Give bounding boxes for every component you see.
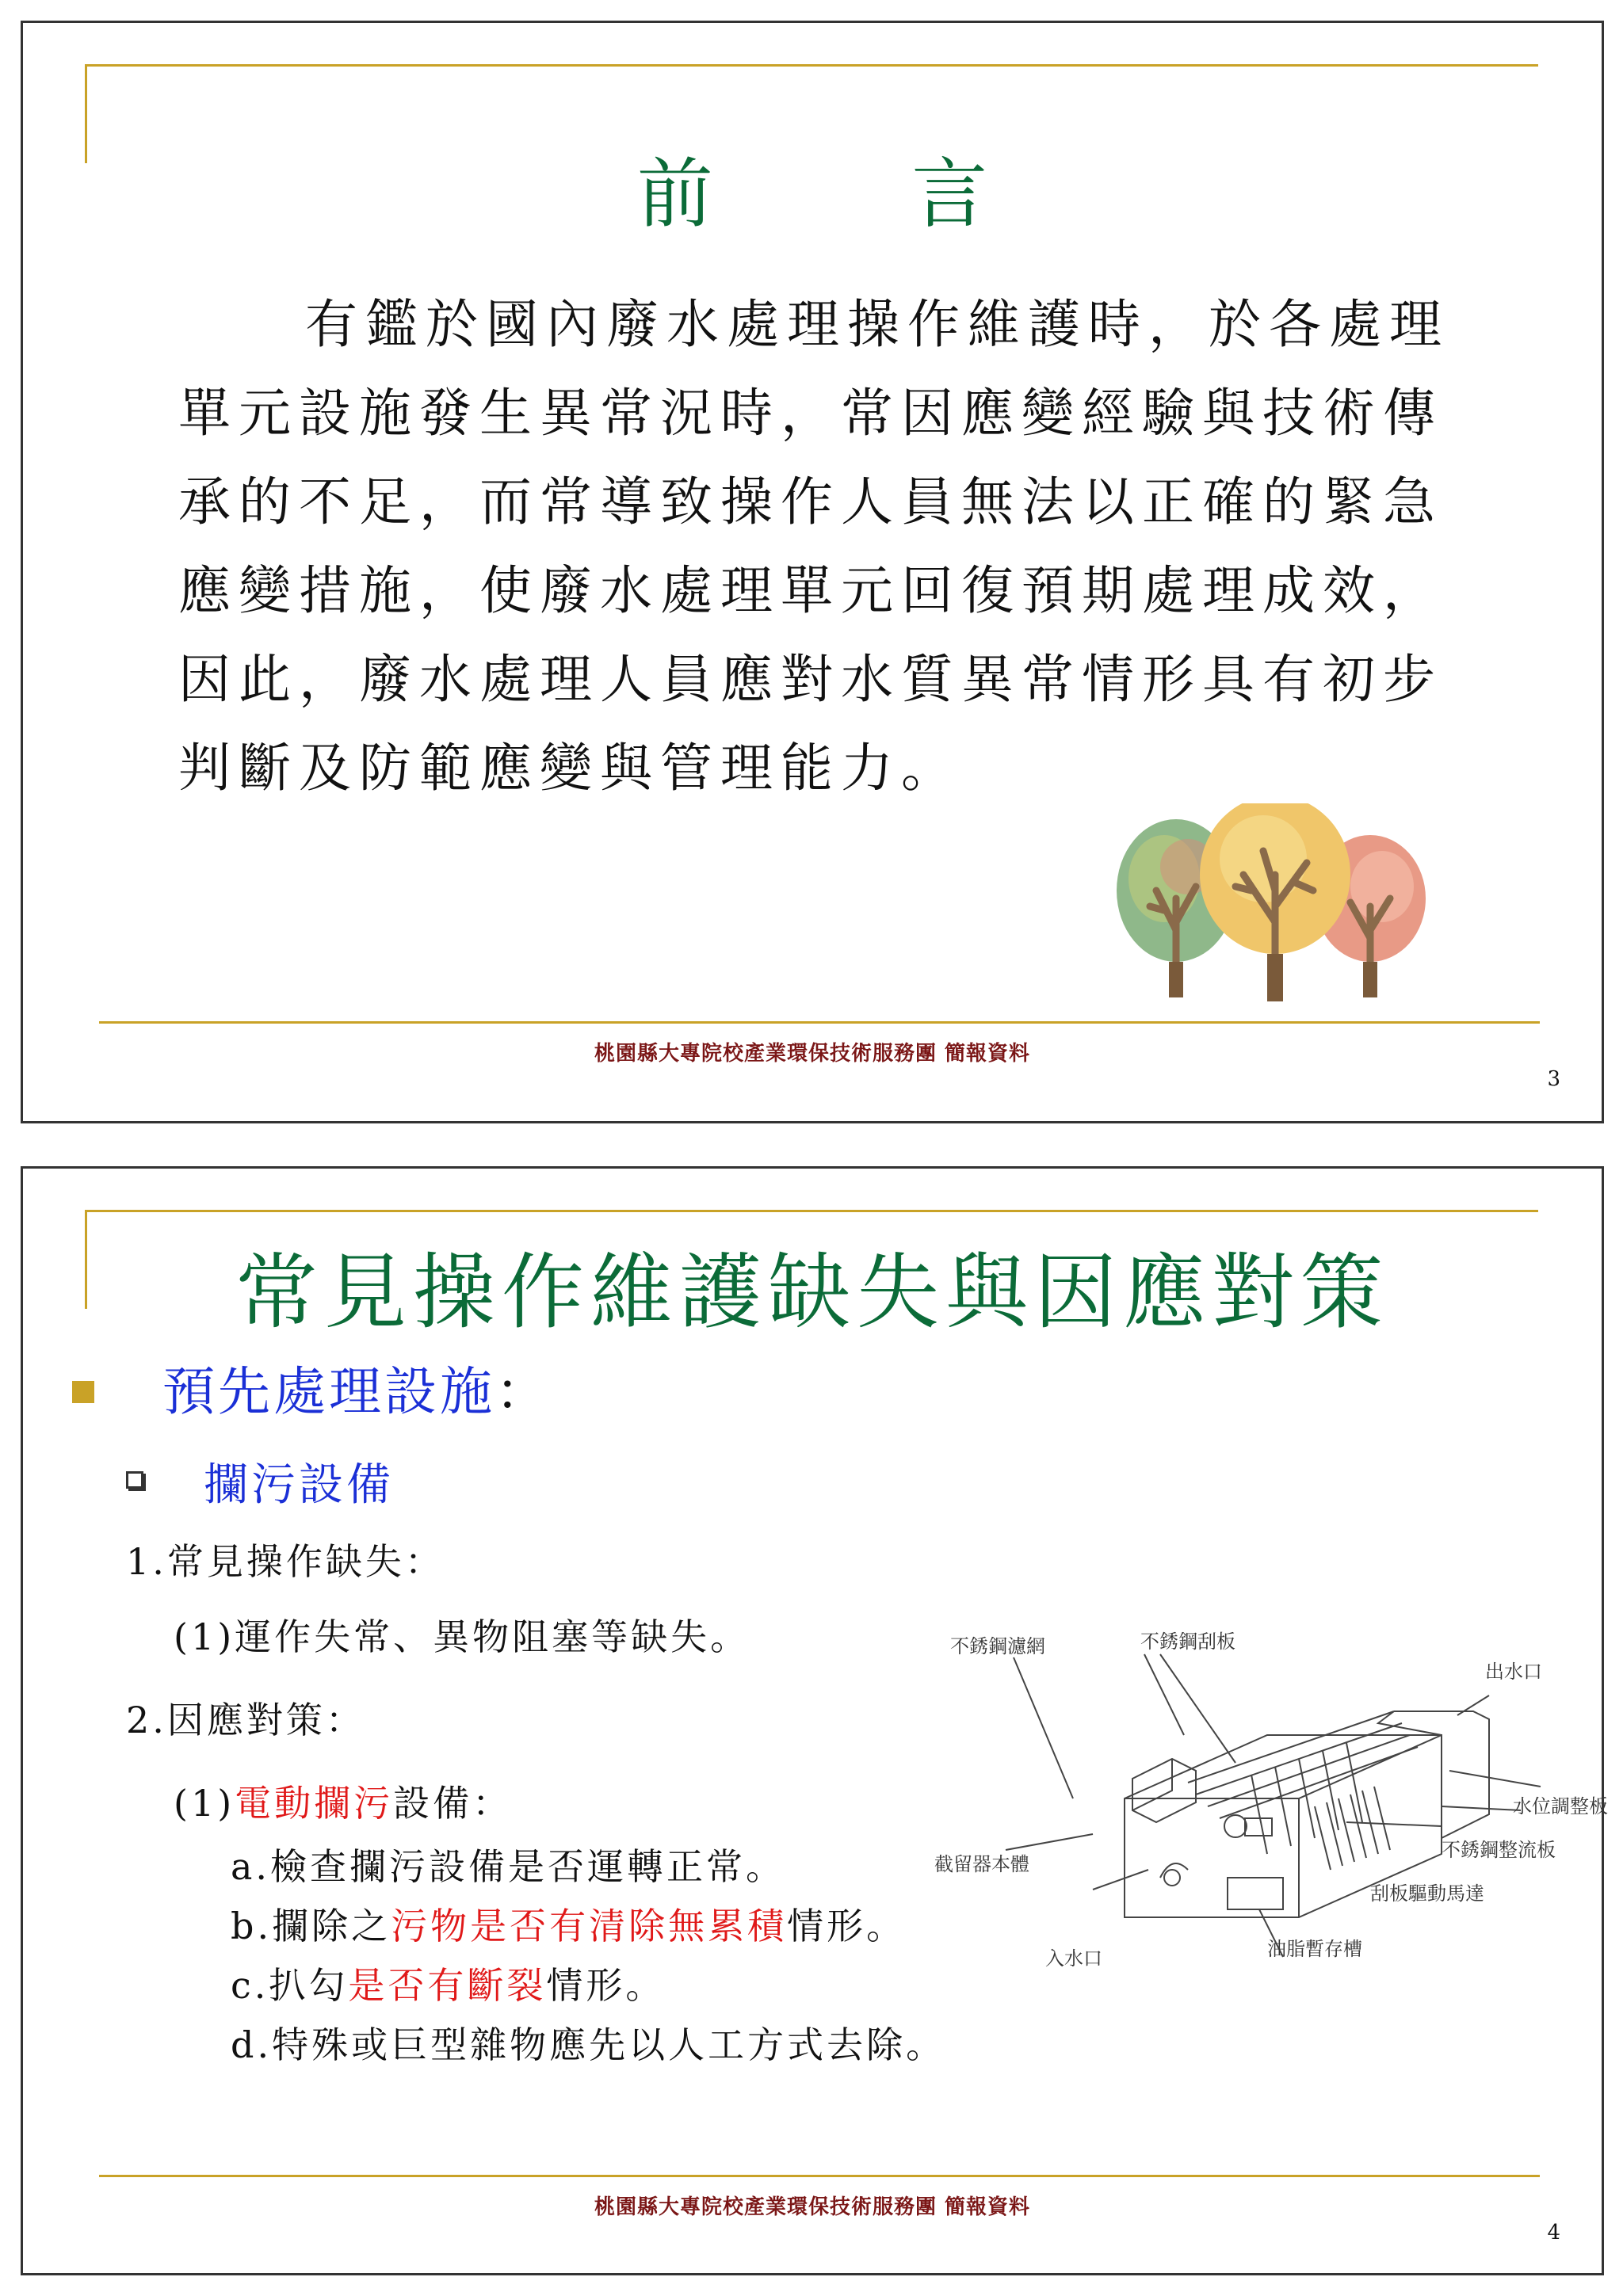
page-number: 3 <box>1547 1067 1560 1091</box>
intro-paragraph <box>178 280 1478 813</box>
diagram-label: 刮板驅動馬達 <box>1370 1882 1484 1905</box>
paragraph-line: 因此，廢水處理人員應對水質異常情形具有初步 <box>178 649 1443 710</box>
diagram-label: 水位調整板 <box>1513 1795 1608 1817</box>
footer-rule <box>99 1021 1540 1024</box>
paragraph-line: 承的不足，而常導致操作人員無法以正確的緊急 <box>178 471 1443 532</box>
diagram-label: 油脂暫存槽 <box>1267 1938 1362 1960</box>
section-heading-text: 預先處理設施 <box>162 1361 495 1422</box>
paragraph-line: 有鑑於國內廢水處理操作維護時，於各處理 <box>305 294 1449 355</box>
diagram-label: 不銹鋼整流板 <box>1442 1839 1556 1861</box>
heading-colon: ： <box>495 1361 551 1422</box>
title-rule <box>85 1210 1538 1212</box>
item-prefix: c.扒勾 <box>231 1964 349 2007</box>
page-number: 4 <box>1547 2221 1560 2245</box>
list-item: 2.因應對策： <box>126 1699 365 1741</box>
list-item: (1)運作失常、異物阻塞等缺失。 <box>174 1615 750 1658</box>
item-highlight: 電動攔污 <box>235 1782 394 1825</box>
footer-text: 桃園縣大專院校產業環保技術服務團 簡報資料 <box>594 1042 1031 1066</box>
paragraph-line: 判斷及防範應變與管理能力。 <box>178 738 961 799</box>
screen-equipment-diagram <box>934 1616 1608 2028</box>
list-item <box>231 1957 665 2009</box>
item-prefix: (1) <box>174 1782 235 1825</box>
footer-text: 桃園縣大專院校產業環保技術服務團 簡報資料 <box>594 2195 1031 2219</box>
slide-3 <box>21 21 1604 1123</box>
slide-title: 常見操作維護缺失與因應對策 <box>235 1244 1389 1341</box>
slide-4 <box>21 1166 1608 2275</box>
subsection-heading: 攔污設備 <box>204 1459 394 1511</box>
item-prefix: b.攔除之 <box>231 1905 391 1947</box>
item-highlight: 是否有斷裂 <box>348 1964 547 2007</box>
diagram-label: 不銹鋼濾網 <box>950 1635 1045 1657</box>
list-item: a.檢查攔污設備是否運轉正常。 <box>231 1845 786 1888</box>
list-item <box>231 1897 906 1950</box>
paragraph-line: 應變措施，使廢水處理單元回復預期處理成效， <box>178 560 1443 621</box>
footer-rule <box>99 2175 1540 2177</box>
paragraph-line: 單元設施發生異常況時，常因應變經驗與技術傳 <box>178 383 1443 444</box>
item-suffix: 情形。 <box>787 1905 907 1947</box>
title-rule <box>85 64 1538 67</box>
checkbox-bullet-icon <box>126 1471 143 1489</box>
section-heading <box>162 1349 551 1425</box>
item-highlight: 污物是否有清除無累積 <box>391 1905 788 1947</box>
diagram-label: 不銹鋼刮板 <box>1140 1630 1235 1653</box>
trees-illustration <box>1101 803 1442 1009</box>
list-item: d.特殊或巨型雜物應先以人工方式去除。 <box>231 2023 946 2066</box>
slide-title: 前 言 <box>636 150 1075 238</box>
list-item: 1.常見操作缺失： <box>126 1540 445 1583</box>
square-bullet-icon <box>72 1381 94 1403</box>
diagram-label: 出水口 <box>1485 1661 1542 1683</box>
diagram-label: 截留器本體 <box>934 1853 1029 1875</box>
diagram-label: 入水口 <box>1045 1947 1102 1970</box>
list-item <box>174 1775 512 1827</box>
item-suffix: 情形。 <box>546 1964 666 2007</box>
item-suffix: 設備： <box>393 1782 513 1825</box>
